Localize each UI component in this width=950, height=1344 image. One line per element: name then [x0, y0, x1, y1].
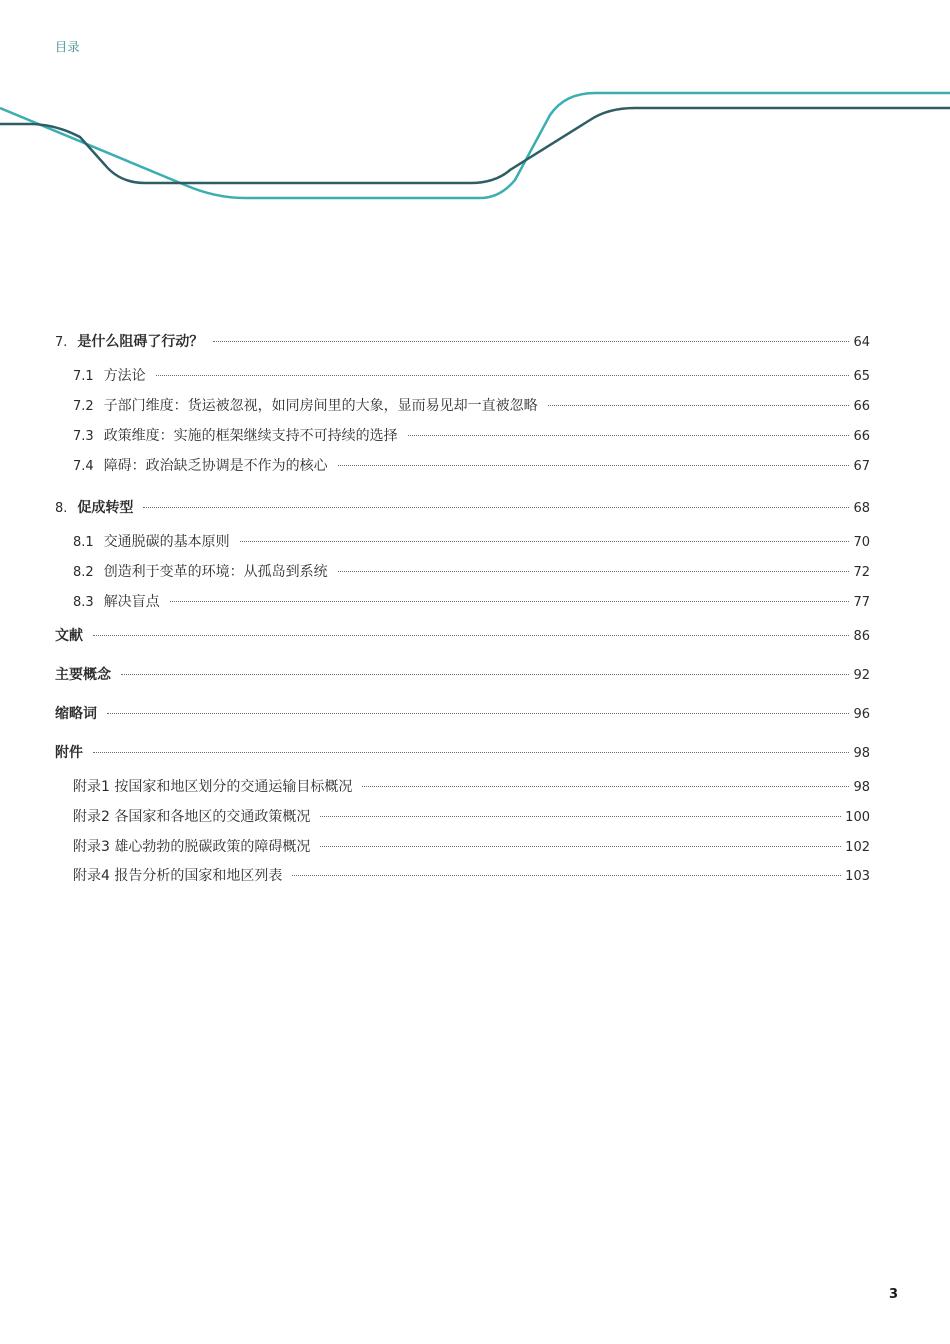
toc-entry-8-3[interactable]: [73, 591, 870, 613]
toc-page: 72: [853, 565, 870, 580]
dot-leader: [121, 674, 849, 675]
toc-page: 64: [853, 335, 870, 350]
toc-number: 7.2: [73, 399, 94, 414]
toc-number: 7.1: [73, 369, 94, 384]
toc-page: 102: [845, 840, 870, 855]
dot-leader: [93, 752, 849, 753]
toc-title: 子部门维度：货运被忽视，如同房间里的大象，显而易见却一直被忽略: [103, 398, 538, 414]
dot-leader: [320, 816, 841, 817]
toc-number: 8.: [55, 501, 68, 516]
toc-page: 68: [853, 501, 870, 516]
toc-entry-annex-3[interactable]: [73, 836, 870, 858]
toc-title: 解决盲点: [103, 594, 160, 610]
toc-number: 7.4: [73, 459, 94, 474]
toc-number: 8.3: [73, 595, 94, 610]
toc-page: 66: [853, 429, 870, 444]
toc-entry-annexes[interactable]: [55, 742, 870, 764]
dot-leader: [213, 341, 849, 342]
toc-entry-7-3[interactable]: [73, 425, 870, 447]
toc-title: 交通脱碳的基本原则: [103, 534, 230, 550]
toc-title: 缩略词: [55, 706, 97, 722]
toc-entry-7-2[interactable]: [73, 395, 870, 417]
toc-title: 附录2 各国家和各地区的交通政策概况: [73, 809, 311, 825]
toc-entry-8-2[interactable]: [73, 561, 870, 583]
toc-page: 70: [853, 535, 870, 550]
toc-number: 8.1: [73, 535, 94, 550]
toc-title: 政策维度：实施的框架继续支持不可持续的选择: [103, 428, 398, 444]
toc-number: 7.3: [73, 429, 94, 444]
dot-leader: [408, 435, 850, 436]
toc-title: 创造利于变革的环境：从孤岛到系统: [103, 564, 328, 580]
toc-title: 附录3 雄心勃勃的脱碳政策的障碍概况: [73, 839, 311, 855]
toc-page: 96: [853, 707, 870, 722]
toc-entry-7-4[interactable]: [73, 455, 870, 477]
toc-page: 92: [853, 668, 870, 683]
toc-title: 促成转型: [77, 500, 134, 516]
dot-leader: [93, 635, 849, 636]
dot-leader: [362, 786, 849, 787]
toc-entry-8-1[interactable]: [73, 531, 870, 553]
toc-page: 65: [853, 369, 870, 384]
toc-page: 67: [853, 459, 870, 474]
dot-leader: [292, 875, 841, 876]
toc-entry-annex-2[interactable]: [73, 806, 870, 828]
toc-title: 附录1 按国家和地区划分的交通运输目标概况: [73, 779, 353, 795]
toc-page: 103: [845, 869, 870, 884]
dot-leader: [170, 601, 850, 602]
toc-entry-references[interactable]: [55, 625, 870, 647]
toc-entry-annex-1[interactable]: [73, 776, 870, 798]
toc-entry-7[interactable]: [55, 331, 870, 353]
toc-page: 98: [853, 780, 870, 795]
dot-leader: [338, 465, 850, 466]
decorative-wave-lines: [0, 85, 950, 215]
dot-leader: [338, 571, 850, 572]
toc-entry-key-concepts[interactable]: [55, 664, 870, 686]
toc-title: 附件: [55, 745, 83, 761]
toc-title: 障碍：政治缺乏协调是不作为的核心: [103, 458, 328, 474]
toc-title: 方法论: [103, 368, 146, 384]
toc-title: 附录4 报告分析的国家和地区列表: [73, 868, 283, 884]
toc-number: 7.: [55, 335, 68, 350]
toc-number: 8.2: [73, 565, 94, 580]
toc-entry-annex-4[interactable]: [73, 865, 870, 887]
dark-wave-line: [0, 108, 950, 183]
dot-leader: [240, 541, 850, 542]
toc-entry-8[interactable]: [55, 497, 870, 519]
dot-leader: [143, 507, 849, 508]
toc-page: 77: [853, 595, 870, 610]
toc-title: 是什么阻碍了行动？: [77, 334, 204, 350]
toc-entry-abbreviations[interactable]: [55, 703, 870, 725]
dot-leader: [156, 375, 850, 376]
toc-title: 主要概念: [55, 667, 111, 683]
dot-leader: [548, 405, 850, 406]
toc-title: 文献: [55, 628, 83, 644]
page-number: 3: [888, 1287, 898, 1302]
toc-page: 98: [853, 746, 870, 761]
dot-leader: [320, 846, 841, 847]
dot-leader: [107, 713, 849, 714]
toc-page: 100: [845, 810, 870, 825]
toc-page: 66: [853, 399, 870, 414]
toc-page: 86: [853, 629, 870, 644]
header-label: 目录: [55, 40, 81, 54]
toc-entry-7-1[interactable]: [73, 365, 870, 387]
